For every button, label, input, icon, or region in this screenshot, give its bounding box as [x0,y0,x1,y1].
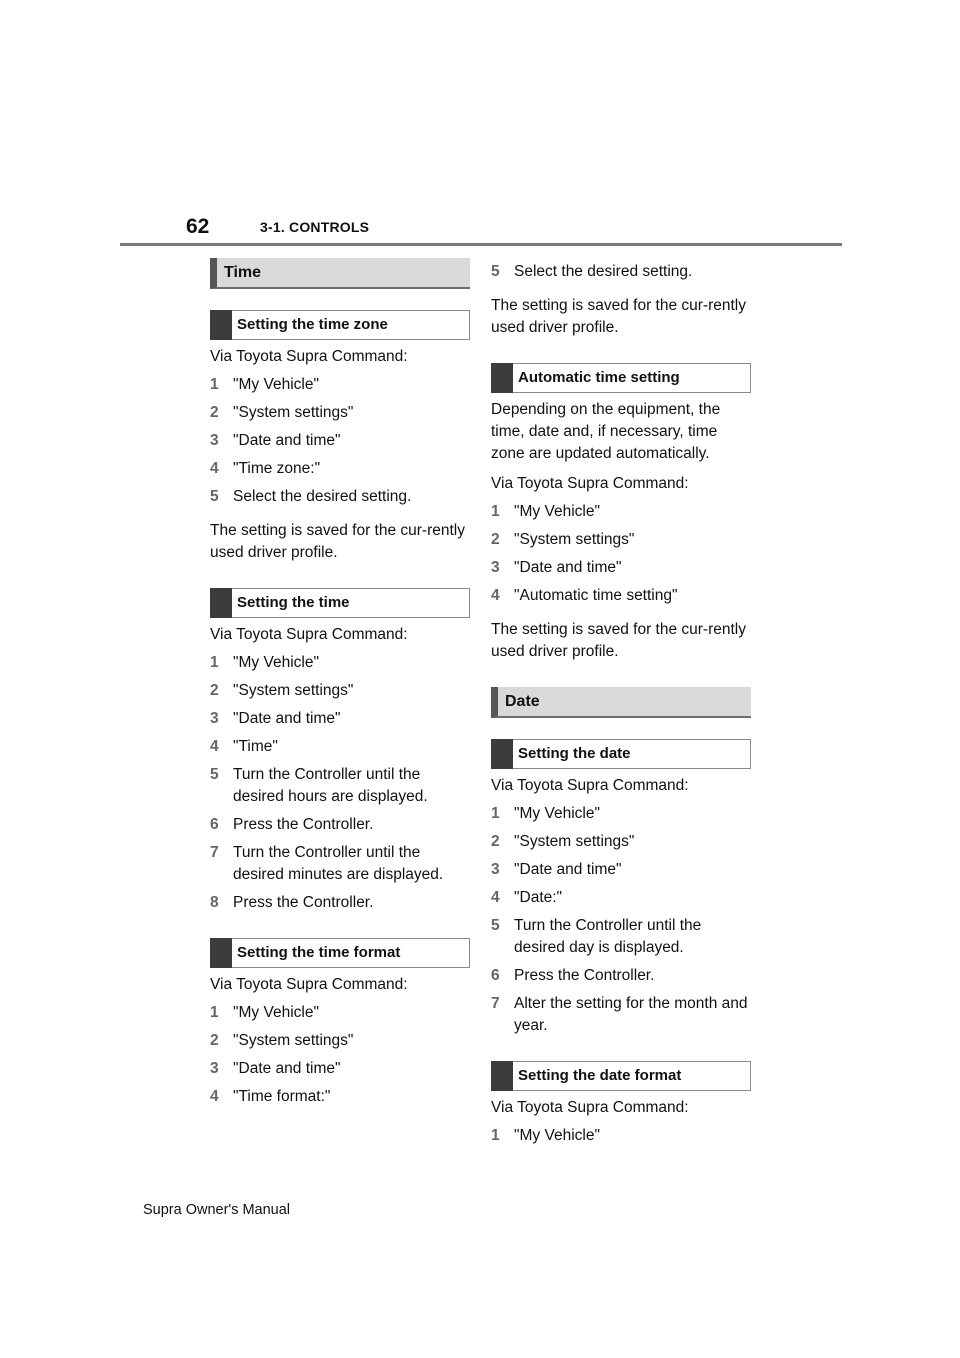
step-number: 2 [210,682,219,699]
right-column [491,255,751,1147]
step-number: 3 [210,1060,219,1077]
step-text: Turn the Controller until the desired hours are displayed. [233,766,428,805]
step-number: 3 [491,559,500,576]
step-item [210,1002,470,1024]
step-text: "Automatic time setting" [514,587,678,604]
step-item [210,1086,470,1108]
step-number: 5 [491,917,500,934]
step-number: 6 [491,967,500,984]
step-number: 2 [210,404,219,421]
step-number: 3 [210,710,219,727]
step-text: Select the desired setting. [233,488,412,505]
steps-automatic-time [491,501,751,607]
intro-time-zone: Via Toyota Supra Command: [210,348,408,365]
note-continued: The setting is saved for the cur-rently used driver profile. [491,297,747,336]
step-text: "System settings" [233,404,354,421]
step-item [210,842,470,886]
page-number: 62 [186,215,210,238]
step-text: "Date and time" [514,861,622,878]
step-item [491,887,751,909]
step-number: 4 [210,1088,219,1105]
step-item [210,1030,470,1052]
heading-setting-time-zone: Setting the time zone [210,310,470,340]
step-text: "My Vehicle" [233,1004,319,1021]
step-number: 1 [210,376,219,393]
step-number: 7 [210,844,219,861]
heading-setting-time-format: Setting the time format [210,938,470,968]
step-item [210,1058,470,1080]
step-number: 2 [491,833,500,850]
steps-time-zone [210,374,470,508]
step-text: Turn the Controller until the desired minutes are displayed. [233,844,444,883]
steps-date-format [491,1125,751,1147]
step-text: Press the Controller. [233,894,374,911]
step-number: 4 [210,460,219,477]
step-text: Press the Controller. [514,967,655,984]
step-number: 1 [491,805,500,822]
step-number: 1 [210,654,219,671]
step-number: 1 [491,503,500,520]
footer-manual-title: Supra Owner's Manual [143,1202,291,1218]
step-text: "Date and time" [233,432,341,449]
step-number: 3 [491,861,500,878]
step-text: "My Vehicle" [514,1127,600,1144]
step-item [491,557,751,579]
step-text: "Time format:" [233,1088,331,1105]
heading-time: Time [210,258,470,289]
step-item [491,831,751,853]
heading-setting-time: Setting the time [210,588,470,618]
step-item [210,736,470,758]
step-item [491,859,751,881]
heading-setting-date: Setting the date [491,739,751,769]
step-number: 2 [210,1032,219,1049]
step-text: Press the Controller. [233,816,374,833]
step-text: "My Vehicle" [233,654,319,671]
steps-time [210,652,470,914]
step-number: 1 [210,1004,219,1021]
heading-date: Date [491,687,751,718]
step-item [491,965,751,987]
intro-automatic-time: Via Toyota Supra Command: [491,475,689,492]
step-item [491,501,751,523]
step-number: 7 [491,995,500,1012]
step-text: "My Vehicle" [233,376,319,393]
step-number: 6 [210,816,219,833]
step-number: 5 [210,488,219,505]
step-text: "Date and time" [514,559,622,576]
step-item [491,993,751,1037]
desc-automatic-time: Depending on the equipment, the time, date and, if necessary, time zone are updated automatically. [491,401,721,462]
step-item [491,915,751,959]
heading-setting-date-format: Setting the date format [491,1061,751,1091]
step-text: "Date:" [514,889,563,906]
step-number: 5 [210,766,219,783]
step-text: "Date and time" [233,1060,341,1077]
step-text: "System settings" [514,833,635,850]
step-item [210,402,470,424]
step-item [210,458,470,480]
step-text: "Time zone:" [233,460,321,477]
step-item [491,1125,751,1147]
step-number: 4 [210,738,219,755]
step-item [210,430,470,452]
step-item [210,708,470,730]
step-item [210,374,470,396]
step-text: Turn the Controller until the desired day is displayed. [514,917,702,956]
step-item [210,892,470,914]
step-number: 3 [210,432,219,449]
step-item [491,803,751,825]
step-item [210,764,470,808]
steps-date [491,803,751,1037]
intro-time-format: Via Toyota Supra Command: [210,976,408,993]
step-number: 1 [491,1127,500,1144]
step-text: "Time" [233,738,278,755]
step-number: 5 [491,263,500,280]
step-text: "System settings" [233,1032,354,1049]
step-item [210,814,470,836]
note-time-zone: The setting is saved for the cur-rently used driver profile. [210,522,466,561]
step-item [491,529,751,551]
step-item [210,680,470,702]
step-item [491,585,751,607]
step-text: Select the desired setting. [514,263,693,280]
intro-date: Via Toyota Supra Command: [491,777,689,794]
step-text: Alter the setting for the month and year. [514,995,748,1034]
step-number: 4 [491,889,500,906]
step-text: "System settings" [233,682,354,699]
note-automatic-time: The setting is saved for the cur-rently used driver profile. [491,621,747,660]
step-text: "System settings" [514,531,635,548]
steps-continued [491,261,751,283]
step-item [210,486,470,508]
heading-automatic-time-setting: Automatic time setting [491,363,751,393]
step-item [210,652,470,674]
intro-date-format: Via Toyota Supra Command: [491,1099,689,1116]
step-text: "My Vehicle" [514,503,600,520]
step-item [491,261,751,283]
header-rule [120,243,842,246]
left-column [210,255,470,1108]
section-label: 3-1. CONTROLS [260,219,370,235]
step-text: "My Vehicle" [514,805,600,822]
step-number: 4 [491,587,500,604]
steps-time-format [210,1002,470,1108]
step-number: 8 [210,894,219,911]
step-number: 2 [491,531,500,548]
step-text: "Date and time" [233,710,341,727]
intro-time: Via Toyota Supra Command: [210,626,408,643]
